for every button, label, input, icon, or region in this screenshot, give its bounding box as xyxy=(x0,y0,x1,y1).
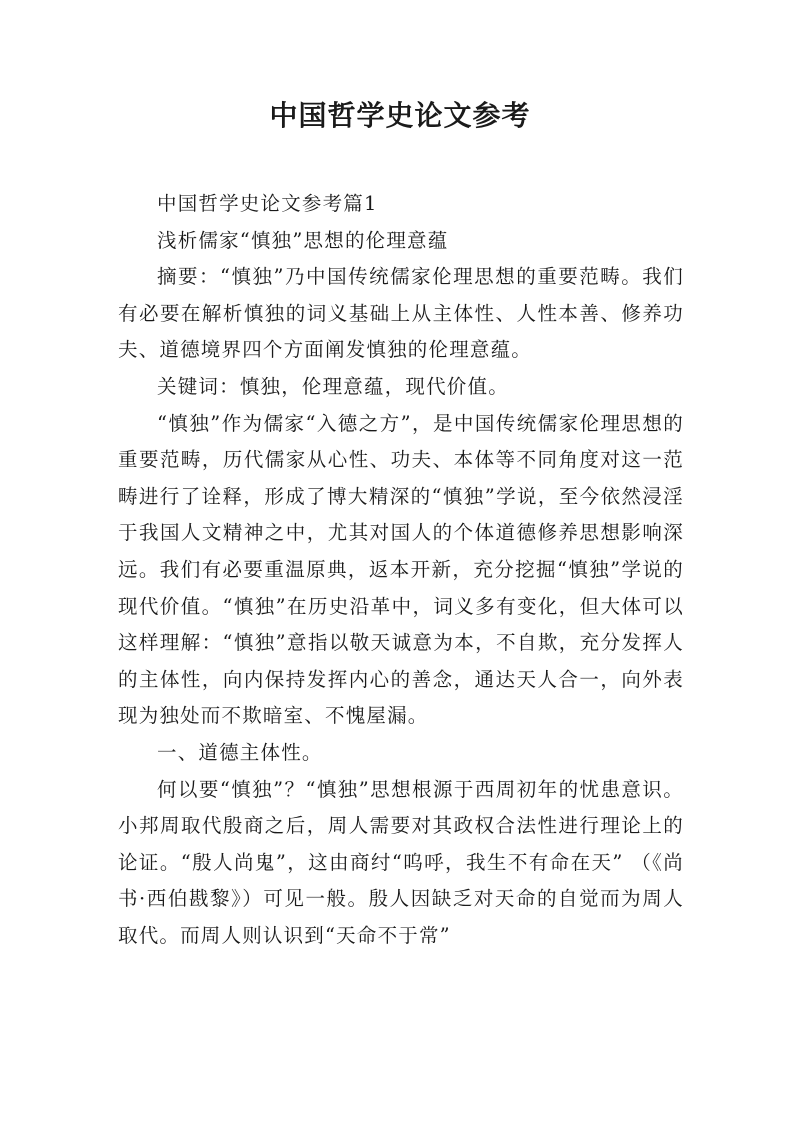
article-title: 浅析儒家“慎独”思想的伦理意蕴 xyxy=(157,228,449,252)
abstract-paragraph: 摘要：“慎独”乃中国传统儒家伦理思想的重要范畴。我们有必要在解析慎独的词义基础上从主体性、人性本善、修养功夫、道德境界四个方面阐发慎独的伦理意蕴。 xyxy=(118,265,684,362)
document-title: 中国哲学史论文参考 xyxy=(269,99,531,132)
subsection-heading: 一、道德主体性。 xyxy=(157,740,323,764)
body-paragraph: “慎独”作为儒家“入德之方”，是中国传统儒家伦理思想的重要范畴，历代儒家从心性、功夫、本体等不同角度对这一范畴进行了诠释，形成了博大精深的“慎独”学说，至今依然浸淫于我国人文精神之中，尤其对国人的个体道德修养思想影响深远。我们有必要重温原典，返本开新，充分挖掘“慎独”学说的现代价值。“慎独”在历史沿革中，词义多有变化，但大体可以这样理解：“慎独”意指以敬天诚意为本，不自欺，充分发挥人的主体性，向内保持发挥内心的善念，通达天人合一，向外表现为独处而不欺暗室、不愧屋漏。 xyxy=(118,411,684,728)
section-heading: 中国哲学史论文参考篇1 xyxy=(157,192,378,215)
keywords-paragraph: 关键词：慎独，伦理意蕴，现代价值。 xyxy=(157,374,509,398)
document-body xyxy=(118,186,684,954)
body-paragraph: 何以要“慎独”？“慎独”思想根源于西周初年的忧患意识。小邦周取代殷商之后，周人需要对其政权合法性进行理论上的论证。“殷人尚鬼”，这由商纣“呜呼，我生不有命在天” （《尚书·西伯戡黎》）可见一般。殷人因缺乏对天命的自觉而为周人取代。而周人则认识到“天命不于常” xyxy=(118,777,684,947)
